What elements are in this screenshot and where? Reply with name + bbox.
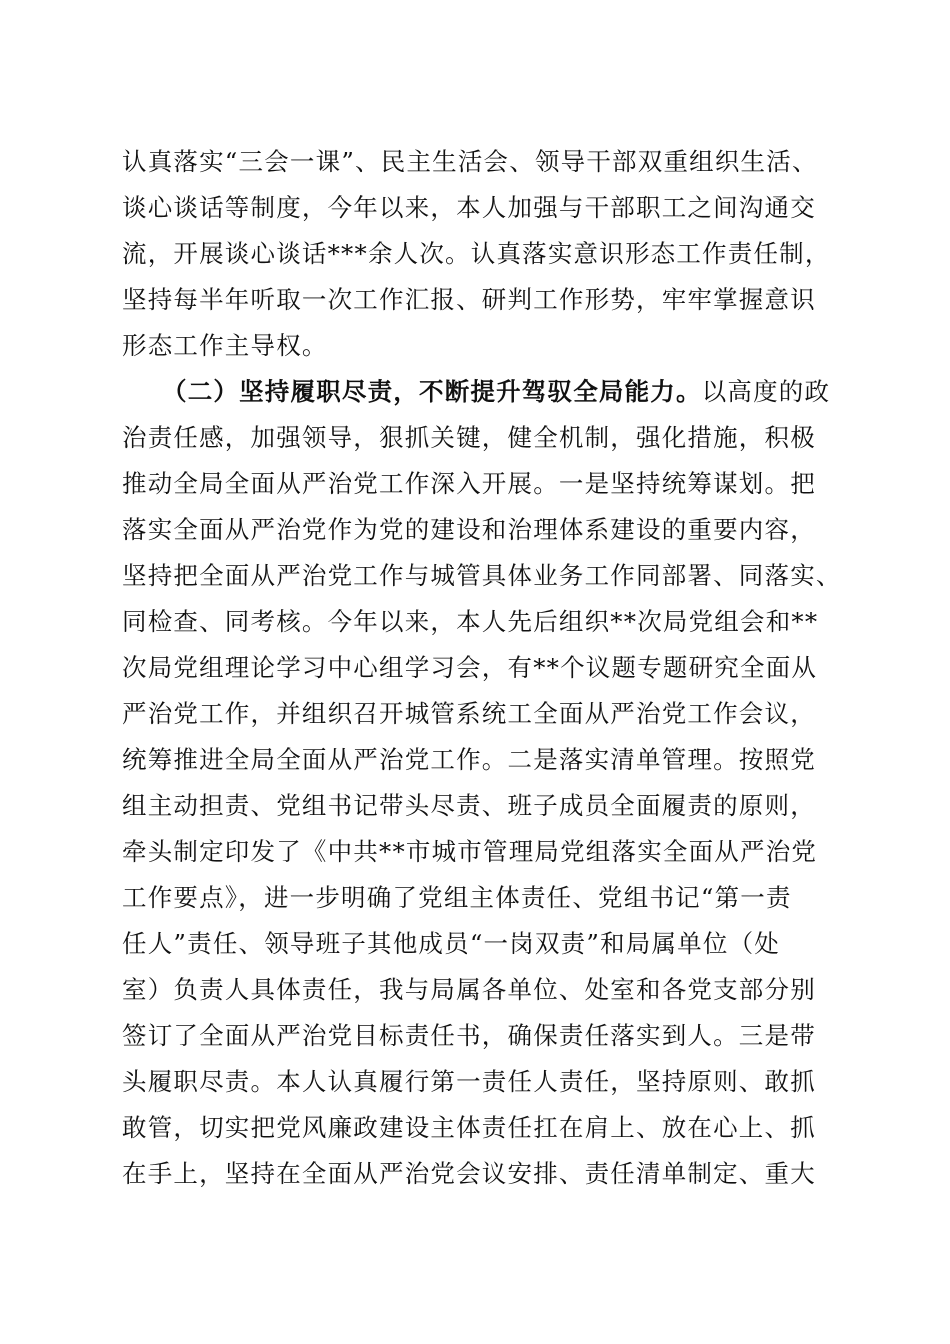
text-line: 认真落实“三会一课”、民主生活会、领导干部双重组织生活、 xyxy=(122,147,818,176)
text-line: 统筹推进全局全面从严治党工作。二是落实清单管理。按照党 xyxy=(122,745,816,774)
text-line: 谈心谈话等制度，今年以来，本人加强与干部职工之间沟通交 xyxy=(122,193,816,222)
text-line: 坚持把全面从严治党工作与城管具体业务工作同部署、同落实、 xyxy=(122,561,842,590)
section-heading: （二）坚持履职尽责，不断提升驾驭全局能力。 xyxy=(162,377,702,406)
text-line: 落实全面从严治党作为党的建设和治理体系建设的重要内容， xyxy=(122,515,816,544)
text-line: 推动全局全面从严治党工作深入开展。一是坚持统筹谋划。把 xyxy=(122,469,816,498)
text-line: 严治党工作，并组织召开城管系统工全面从严治党工作会议， xyxy=(122,699,816,728)
text-line: 以高度的政 xyxy=(701,377,831,406)
paragraph-start-line xyxy=(162,376,830,408)
text-line: 头履职尽责。本人认真履行第一责任人责任，坚持原则、敢抓 xyxy=(122,1067,816,1096)
text-line: 组主动担责、党组书记带头尽责、班子成员全面履责的原则， xyxy=(122,791,816,820)
text-line: 牵头制定印发了《中共**市城市管理局党组落实全面从严治党 xyxy=(122,837,818,866)
text-line: 坚持每半年听取一次工作汇报、研判工作形势，牢牢掌握意识 xyxy=(122,285,816,314)
text-line: 室）负责人具体责任，我与局属各单位、处室和各党支部分别 xyxy=(122,975,816,1004)
text-line: 任人”责任、领导班子其他成员“一岗双责”和局属单位（处 xyxy=(122,929,780,958)
text-line: 治责任感，加强领导，狠抓关键，健全机制，强化措施，积极 xyxy=(122,423,816,452)
text-line: 流，开展谈心谈话***余人次。认真落实意识形态工作责任制， xyxy=(122,239,831,268)
text-line: 签订了全面从严治党目标责任书，确保责任落实到人。三是带 xyxy=(122,1021,816,1050)
text-line: 同检查、同考核。今年以来，本人先后组织**次局党组会和** xyxy=(122,607,819,636)
text-line: 形态工作主导权。 xyxy=(122,331,328,360)
text-line: 工作要点》，进一步明确了党组主体责任、党组书记“第一责 xyxy=(122,883,792,912)
text-line: 次局党组理论学习中心组学习会，有**个议题专题研究全面从 xyxy=(122,653,818,682)
text-line: 敢管，切实把党风廉政建设主体责任扛在肩上、放在心上、抓 xyxy=(122,1113,816,1142)
text-line: 在手上，坚持在全面从严治党会议安排、责任清单制定、重大 xyxy=(122,1159,816,1188)
